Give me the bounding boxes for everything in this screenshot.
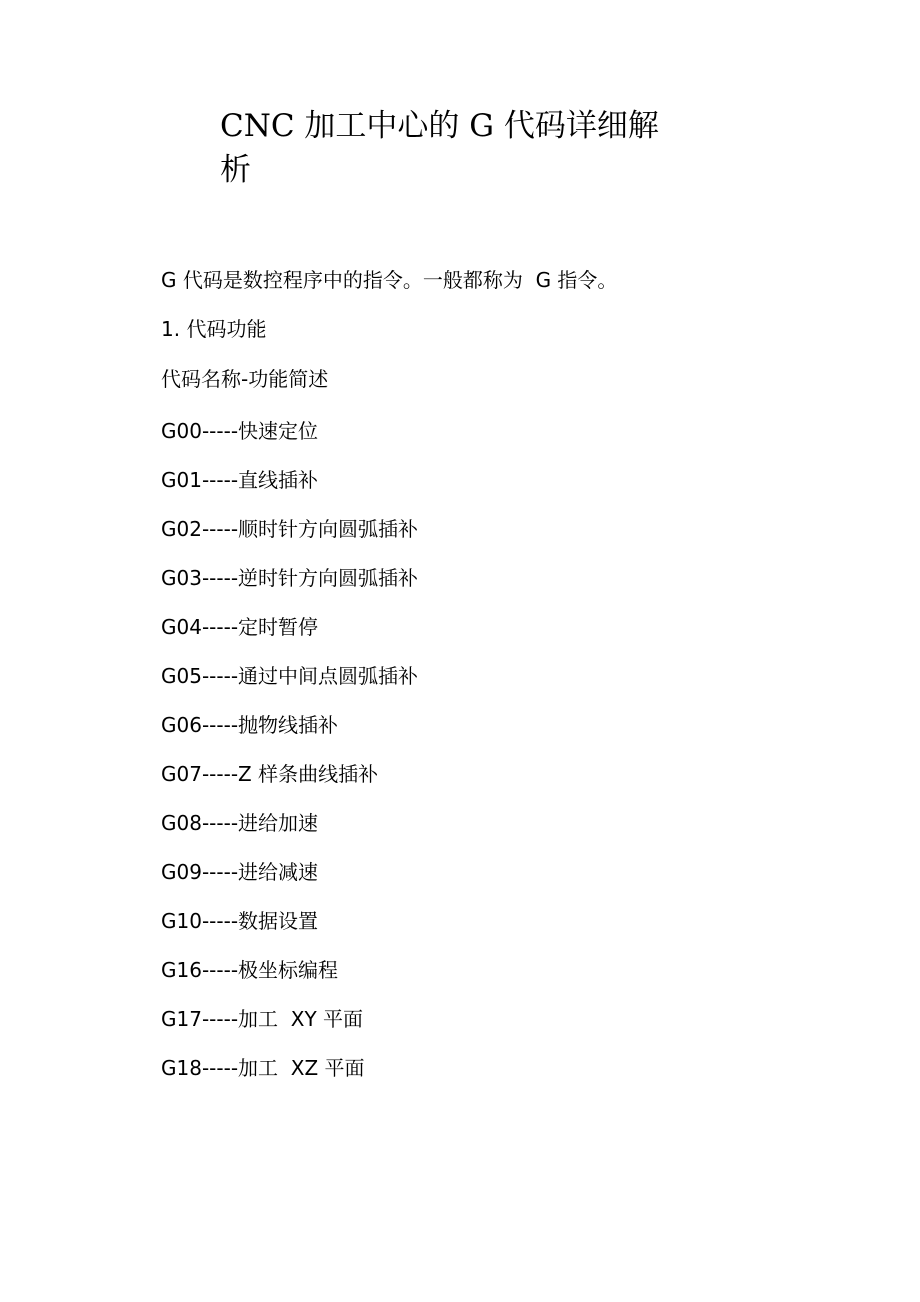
code-item-g10: G10-----数据设置: [161, 909, 319, 933]
code-item-g09: G09-----进给减速: [161, 860, 319, 884]
code-item-g06: G06-----抛物线插补: [161, 713, 339, 737]
code-item-g00: G00-----快速定位: [161, 419, 319, 443]
code-item-g01: G01-----直线插补: [161, 468, 319, 492]
code-item-g05: G05-----通过中间点圆弧插补: [161, 664, 419, 688]
code-item-g16: G16-----极坐标编程: [161, 958, 339, 982]
code-item-g04: G04-----定时暂停: [161, 615, 319, 639]
page-title: CNC 加工中心的 G 代码详细解析: [220, 108, 659, 188]
code-item-g02: G02-----顺时针方向圆弧插补: [161, 517, 419, 541]
section-heading: 1. 代码功能: [161, 317, 267, 341]
code-item-g08: G08-----进给加速: [161, 811, 319, 835]
code-table-header: 代码名称-功能简述: [161, 367, 329, 391]
code-item-g03: G03-----逆时针方向圆弧插补: [161, 566, 419, 590]
code-item-g07: G07-----Z 样条曲线插补: [161, 762, 379, 786]
g-code-list: [161, 417, 418, 1103]
code-item-g17: G17-----加工 XY 平面: [161, 1007, 364, 1031]
code-item-g18: G18-----加工 XZ 平面: [161, 1056, 365, 1080]
intro-paragraph: G 代码是数控程序中的指令。一般都称为 G 指令。: [161, 268, 618, 292]
